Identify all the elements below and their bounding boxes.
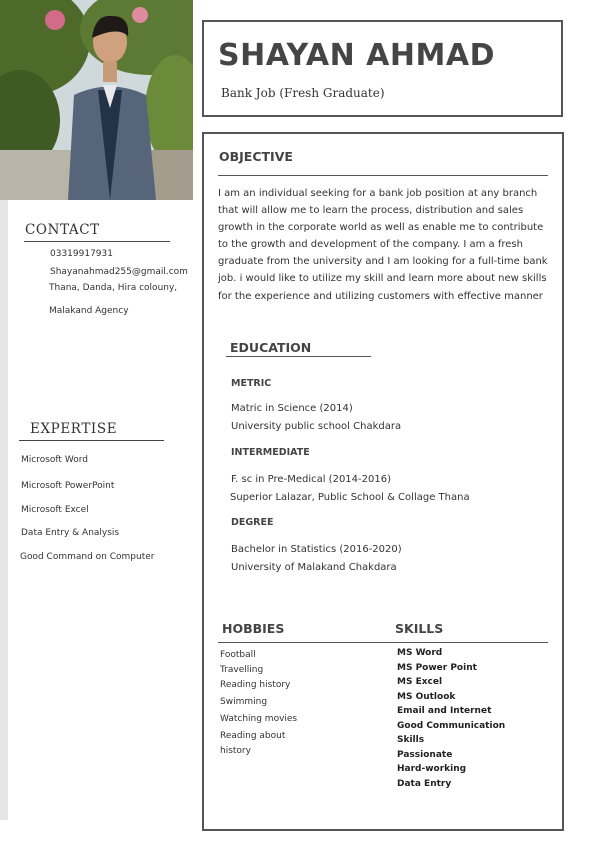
hobby-item: history xyxy=(220,746,251,756)
education-level: METRIC xyxy=(231,378,272,389)
education-institution: Superior Lalazar, Public School & Collage Thana xyxy=(230,492,470,503)
contact-heading: CONTACT xyxy=(25,222,100,238)
expertise-item: Data Entry & Analysis xyxy=(21,528,120,538)
objective-line: graduate from the university and I am looking for a full-time bank xyxy=(218,256,548,268)
expertise-heading: EXPERTISE xyxy=(30,421,118,437)
contact-phone: 03319917931 xyxy=(50,249,113,259)
education-degree: Bachelor in Statistics (2016-2020) xyxy=(231,544,402,555)
skill-item: Hard-working xyxy=(397,764,467,774)
candidate-subtitle: Bank Job (Fresh Graduate) xyxy=(221,86,385,100)
hobbies-heading: HOBBIES xyxy=(222,621,285,636)
objective-heading: OBJECTIVE xyxy=(219,149,293,164)
objective-line: to the growth and development of the company. I am a fresh xyxy=(218,239,523,251)
skill-item: Skills xyxy=(397,735,425,745)
objective-line: I am an individual seeking for a bank job position at any branch xyxy=(218,188,538,199)
expertise-item: Microsoft Excel xyxy=(21,505,89,515)
candidate-name: SHAYAN AHMAD xyxy=(218,38,495,73)
objective-line: for the experience and utilizing customers with effective manner xyxy=(218,290,543,302)
hobby-item: Reading history xyxy=(220,680,291,690)
skill-item: MS Power Point xyxy=(397,663,477,673)
hobby-item: Watching movies xyxy=(220,714,298,724)
hobby-item: Swimming xyxy=(220,697,268,707)
expertise-item: Microsoft Word xyxy=(21,455,88,465)
expertise-divider xyxy=(19,440,164,441)
hobby-item: Football xyxy=(220,650,256,660)
skill-item: Data Entry xyxy=(397,779,452,789)
objective-text xyxy=(218,185,548,305)
objective-line: growth in the corporate world as well as enable me to contribute xyxy=(218,222,544,234)
skill-item: Good Communication xyxy=(397,721,506,731)
expertise-item: Microsoft PowerPoint xyxy=(21,481,115,491)
skill-item: MS Outlook xyxy=(397,692,456,702)
skill-item: Email and Internet xyxy=(397,706,492,716)
skill-item: MS Word xyxy=(397,648,443,658)
profile-photo xyxy=(0,0,193,200)
education-institution: University of Malakand Chakdara xyxy=(231,562,397,573)
contact-address-line2: Malakand Agency xyxy=(49,306,129,316)
education-degree: Matric in Science (2014) xyxy=(231,403,353,414)
hobby-item: Reading about xyxy=(220,731,286,741)
expertise-item: Good Command on Computer xyxy=(20,552,155,562)
contact-address-line1: Thana, Danda, Hira colouny, xyxy=(49,283,178,293)
skills-heading: SKILLS xyxy=(395,621,444,636)
education-divider xyxy=(226,356,371,357)
objective-divider xyxy=(218,175,548,176)
education-level: DEGREE xyxy=(231,517,274,528)
education-level: INTERMEDIATE xyxy=(231,447,310,458)
contact-email: Shayanahmad255@gmail.com xyxy=(50,267,188,277)
contact-divider xyxy=(24,241,170,242)
objective-line: that will allow me to learn the process, distribution and sales xyxy=(218,205,524,217)
hobbies-skills-divider xyxy=(218,642,548,643)
left-sidebar-strip xyxy=(0,200,8,820)
hobby-item: Travelling xyxy=(220,665,264,675)
skill-item: Passionate xyxy=(397,750,453,760)
objective-line: job. i would like to utilize my skill and learn more about new skills xyxy=(218,273,547,285)
education-heading: EDUCATION xyxy=(230,340,312,355)
education-institution: University public school Chakdara xyxy=(231,421,402,432)
education-degree: F. sc in Pre-Medical (2014-2016) xyxy=(231,474,391,485)
skill-item: MS Excel xyxy=(397,677,443,687)
